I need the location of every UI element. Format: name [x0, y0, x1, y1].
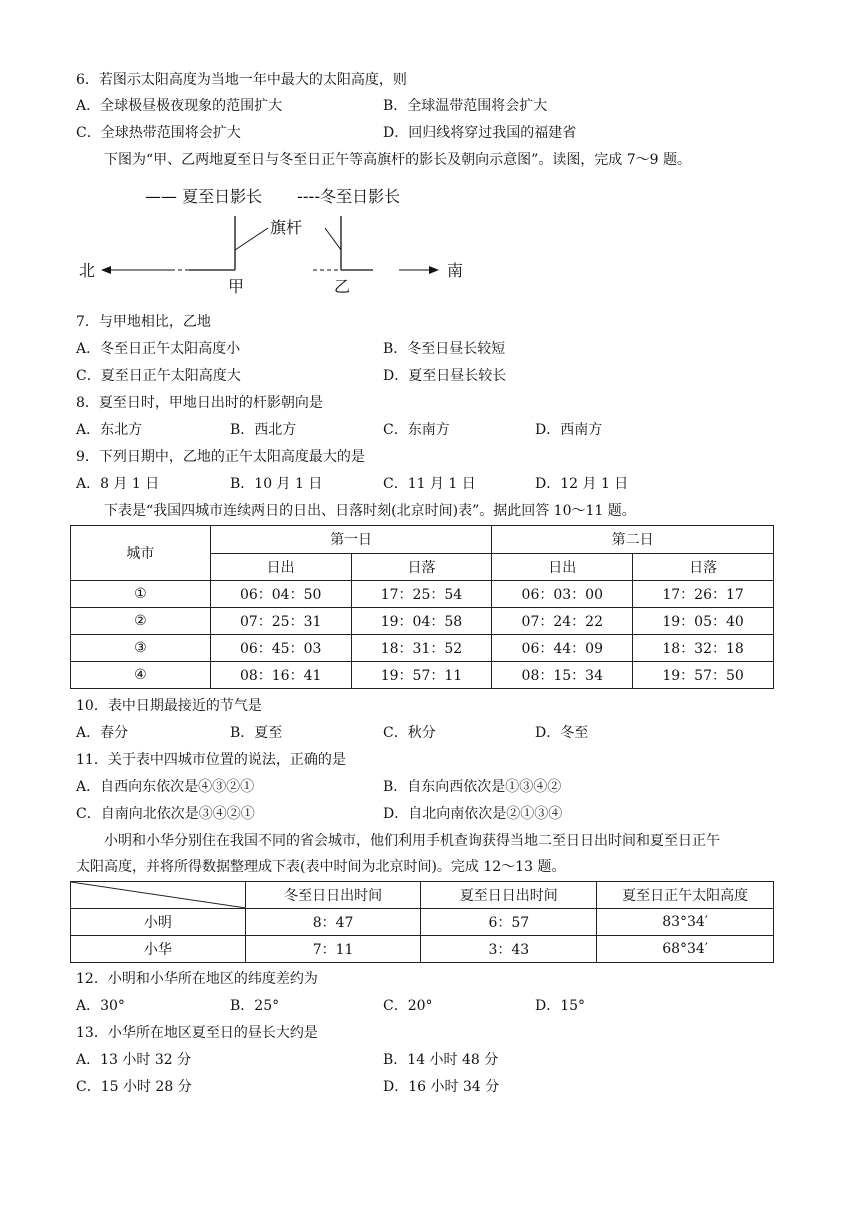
north-label: 北 [79, 261, 96, 280]
q7-option-c: C．夏至日正午太阳高度大 [76, 368, 241, 384]
flagpole-label: 旗杆 [270, 218, 303, 237]
q8-option-b: B．西北方 [230, 422, 297, 438]
legend-solid: —— 夏至日影长 [145, 187, 263, 206]
table-cell: 08：16：41 [210, 662, 351, 689]
day2-sunset-header: 日落 [633, 553, 774, 581]
q10-option-b: B．夏至 [230, 725, 283, 741]
city-header: 城市 [71, 526, 211, 581]
table-cell: 06：45：03 [210, 635, 351, 662]
table-cell: 小华 [71, 936, 246, 963]
sunrise-altitude-table [70, 881, 774, 963]
table-cell: 3：43 [421, 936, 597, 963]
table-cell: 19：05：40 [633, 608, 774, 635]
day1-sunset-header: 日落 [351, 553, 492, 581]
table-cell: 18：32：18 [633, 635, 774, 662]
q12-option-b: B．25° [230, 998, 280, 1014]
intro-12-13-line1: 小明和小华分别住在我国不同的省会城市，他们利用手机查询获得当地二至日日出时间和夏至日正午 [104, 833, 720, 849]
q13-option-c: C．15 小时 28 分 [76, 1079, 192, 1095]
q6-stem: 6．若图示太阳高度为当地一年中最大的太阳高度，则 [76, 72, 407, 88]
q9-option-d: D．12 月 1 日 [535, 476, 629, 492]
table-cell: 17：25：54 [351, 581, 492, 608]
table-cell: 19：57：11 [351, 662, 492, 689]
q11-option-d: D．自北向南依次是②①③④ [383, 806, 563, 822]
day2-header: 第二日 [492, 526, 774, 554]
q6-option-a: A．全球极昼极夜现象的范围扩大 [76, 98, 283, 114]
q10-stem: 10．表中日期最接近的节气是 [76, 698, 262, 714]
pointer-yi [325, 228, 341, 250]
header-summer-altitude: 夏至日正午太阳高度 [597, 882, 774, 909]
q6-option-d: D．回归线将穿过我国的福建省 [383, 125, 577, 141]
intro-12-13-line2: 太阳高度，并将所得数据整理成下表(表中时间为北京时间)。完成 12～13 题。 [76, 859, 566, 875]
day2-sunrise-header: 日出 [492, 553, 633, 581]
table-cell: 7：11 [245, 936, 421, 963]
table-cell: 19：04：58 [351, 608, 492, 635]
south-label: 南 [447, 261, 464, 280]
q6-option-b: B．全球温带范围将会扩大 [383, 98, 548, 114]
q13-stem: 13．小华所在地区夏至日的昼长大约是 [76, 1025, 318, 1041]
table-cell: 18：31：52 [351, 635, 492, 662]
table-cell: 07：24：22 [492, 608, 633, 635]
table-cell: 83°34′ [597, 909, 774, 936]
table-cell: 08：15：34 [492, 662, 633, 689]
q12-stem: 12．小明和小华所在地区的纬度差约为 [76, 971, 318, 987]
pointer-jia [235, 228, 268, 250]
table-cell: 06：04：50 [210, 581, 351, 608]
q7-stem: 7．与甲地相比，乙地 [76, 314, 211, 330]
table-cell: ② [71, 608, 211, 635]
table-cell: 8：47 [245, 909, 421, 936]
q10-option-d: D．冬至 [535, 725, 589, 741]
q7-option-b: B．冬至日昼长较短 [383, 341, 506, 357]
q7-option-a: A．冬至日正午太阳高度小 [76, 341, 241, 357]
q7-option-d: D．夏至日昼长较长 [383, 368, 507, 384]
q8-stem: 8．夏至日时，甲地日出时的杆影朝向是 [76, 395, 323, 411]
q9-option-c: C．11 月 1 日 [383, 476, 476, 492]
q13-option-a: A．13 小时 32 分 [76, 1052, 192, 1068]
q8-option-c: C．东南方 [383, 422, 450, 438]
north-arrowhead [101, 266, 111, 274]
table-cell: 小明 [71, 909, 246, 936]
diagonal-header-cell [71, 882, 246, 909]
q12-option-c: C．20° [383, 998, 433, 1014]
intro-10-11: 下表是“我国四城市连续两日的日出、日落时刻(北京时间)表”。据此回答 10～11 题。 [104, 503, 636, 519]
q10-option-c: C．秋分 [383, 725, 436, 741]
sunrise-sunset-table [70, 525, 774, 689]
header-summer-sunrise: 夏至日日出时间 [421, 882, 597, 909]
intro-7-9: 下图为“甲、乙两地夏至日与冬至日正午等高旗杆的影长及朝向示意图”。读图，完成 7～9 题。 [104, 152, 692, 168]
table-cell: ① [71, 581, 211, 608]
table-cell: 17：26：17 [633, 581, 774, 608]
table-cell: 06：03：00 [492, 581, 633, 608]
diagonal-line [71, 882, 246, 908]
table-row [71, 909, 774, 936]
table-cell: ④ [71, 662, 211, 689]
table-row [71, 936, 774, 963]
table-cell: 68°34′ [597, 936, 774, 963]
south-arrowhead [429, 266, 439, 274]
q11-option-a: A．自西向东依次是④③②① [76, 779, 255, 795]
table-row [71, 608, 774, 635]
yi-label: 乙 [334, 277, 351, 295]
q6-option-c: C．全球热带范围将会扩大 [76, 125, 241, 141]
table-cell: ③ [71, 635, 211, 662]
jia-label: 甲 [228, 277, 245, 295]
table-row [71, 581, 774, 608]
q12-option-d: D．15° [535, 998, 586, 1014]
table-cell: 19：57：50 [633, 662, 774, 689]
q9-option-a: A．8 月 1 日 [76, 476, 160, 492]
table-cell: 06：44：09 [492, 635, 633, 662]
q11-stem: 11．关于表中四城市位置的说法，正确的是 [76, 752, 346, 768]
q13-option-b: B．14 小时 48 分 [383, 1052, 499, 1068]
q8-option-a: A．东北方 [76, 422, 143, 438]
q11-option-c: C．自南向北依次是③④②① [76, 806, 255, 822]
q11-option-b: B．自东向西依次是①③④② [383, 779, 562, 795]
q13-option-d: D．16 小时 34 分 [383, 1079, 500, 1095]
table-row [71, 635, 774, 662]
q9-option-b: B．10 月 1 日 [230, 476, 323, 492]
day1-header: 第一日 [210, 526, 492, 554]
day1-sunrise-header: 日出 [210, 553, 351, 581]
q9-stem: 9．下列日期中，乙地的正午太阳高度最大的是 [76, 449, 365, 465]
legend-dashed: ----冬至日影长 [297, 187, 401, 206]
q12-option-a: A．30° [76, 998, 125, 1014]
q10-option-a: A．春分 [76, 725, 129, 741]
table-cell: 6：57 [421, 909, 597, 936]
q8-option-d: D．西南方 [535, 422, 603, 438]
table-row [71, 662, 774, 689]
header-winter-sunrise: 冬至日日出时间 [245, 882, 421, 909]
table-cell: 07：25：31 [210, 608, 351, 635]
flagpole-shadow-diagram [75, 180, 495, 295]
